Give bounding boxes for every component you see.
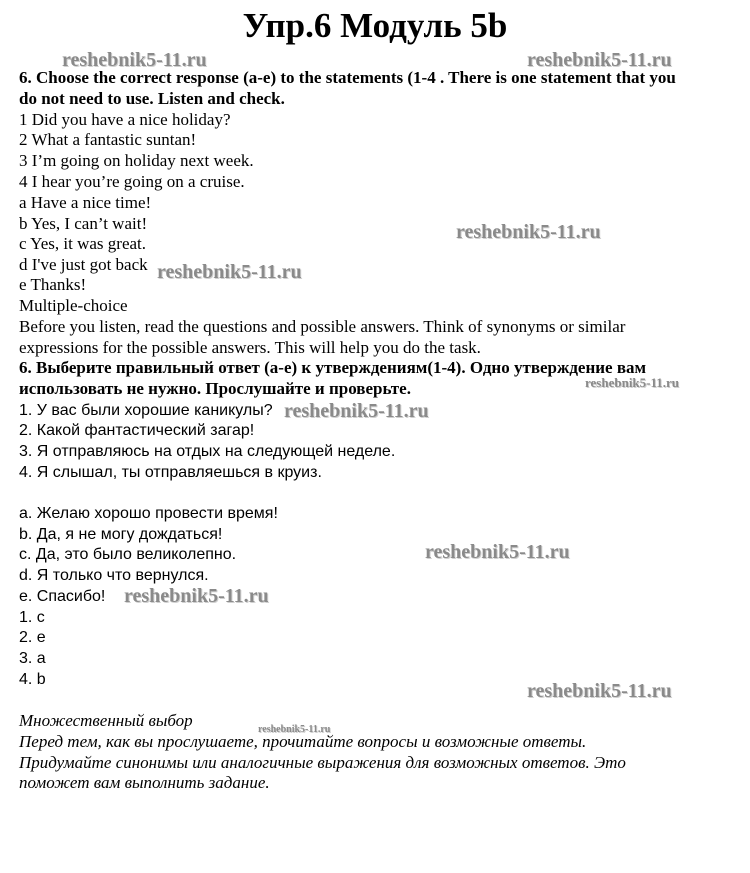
russian-response-d: d. Я только что вернулся. (19, 567, 209, 584)
watermark: reshebnik5-11.ru (527, 49, 672, 71)
english-mc-heading: Multiple-choice (19, 296, 128, 315)
watermark: reshebnik5-11.ru (456, 221, 601, 243)
english-instruction-line-1: 6. Choose the correct response (a-e) to the statements (1-4 . There is one statement that you (19, 68, 676, 87)
english-response-a: a Have a nice time! (19, 193, 152, 212)
watermark: reshebnik5-11.ru (527, 680, 672, 702)
answer-3: 3. a (19, 650, 46, 667)
russian-response-a: a. Желаю хорошо провести время! (19, 505, 278, 522)
russian-response-c: c. Да, это было великолепно. (19, 546, 237, 563)
answer-4: 4. b (19, 671, 46, 688)
english-response-d: d I've just got back (19, 255, 148, 274)
russian-mc-text-3: поможет вам выполнить задание. (19, 773, 270, 792)
answer-2: 2. e (19, 629, 46, 646)
russian-response-e: e. Спасибо! (19, 588, 106, 605)
english-statement-1: 1 Did you have a nice holiday? (19, 110, 231, 129)
english-statement-2: 2 What a fantastic suntan! (19, 130, 197, 149)
english-statement-4: 4 I hear you’re going on a cruise. (19, 172, 245, 191)
english-instruction-line-2: do not need to use. Listen and check. (19, 89, 285, 108)
russian-instruction-line-1: 6. Выберите правильный ответ (a-e) к утверждениям(1-4). Одно утверждение вам (19, 358, 647, 377)
russian-statement-3: 3. Я отправляюсь на отдых на следующей неделе. (19, 443, 396, 460)
watermark: reshebnik5-11.ru (157, 261, 302, 283)
russian-mc-text-1: Перед тем, как вы прослушаете, прочитайте вопросы и возможные ответы. (19, 732, 587, 751)
watermark: reshebnik5-11.ru (284, 400, 429, 422)
english-response-b: b Yes, I can’t wait! (19, 214, 148, 233)
watermark: reshebnik5-11.ru (62, 49, 207, 71)
russian-statement-2: 2. Какой фантастический загар! (19, 422, 255, 439)
russian-response-b: b. Да, я не могу дождаться! (19, 526, 223, 543)
answer-1: 1. c (19, 609, 45, 626)
russian-statement-4: 4. Я слышал, ты отправляешься в круиз. (19, 464, 322, 481)
english-mc-text-2: expressions for the possible answers. This will help you do the task. (19, 338, 481, 357)
page-title: Упр.6 Модуль 5b (242, 6, 508, 45)
russian-instruction-line-2: использовать не нужно. Прослушайте и проверьте. (19, 379, 411, 398)
russian-statement-1: 1. У вас были хорошие каникулы? (19, 402, 273, 419)
watermark: reshebnik5-11.ru (258, 724, 331, 735)
watermark: reshebnik5-11.ru (124, 585, 269, 607)
english-mc-text-1: Before you listen, read the questions and possible answers. Think of synonyms or similar (19, 317, 626, 336)
english-response-e: e Thanks! (19, 275, 87, 294)
russian-mc-heading: Множественный выбор (19, 711, 193, 730)
russian-mc-text-2: Придумайте синонимы или аналогичные выражения для возможных ответов. Это (19, 753, 626, 772)
english-response-c: c Yes, it was great. (19, 234, 147, 253)
watermark: reshebnik5-11.ru (425, 541, 570, 563)
watermark: reshebnik5-11.ru (585, 375, 680, 390)
english-statement-3: 3 I’m going on holiday next week. (19, 151, 254, 170)
